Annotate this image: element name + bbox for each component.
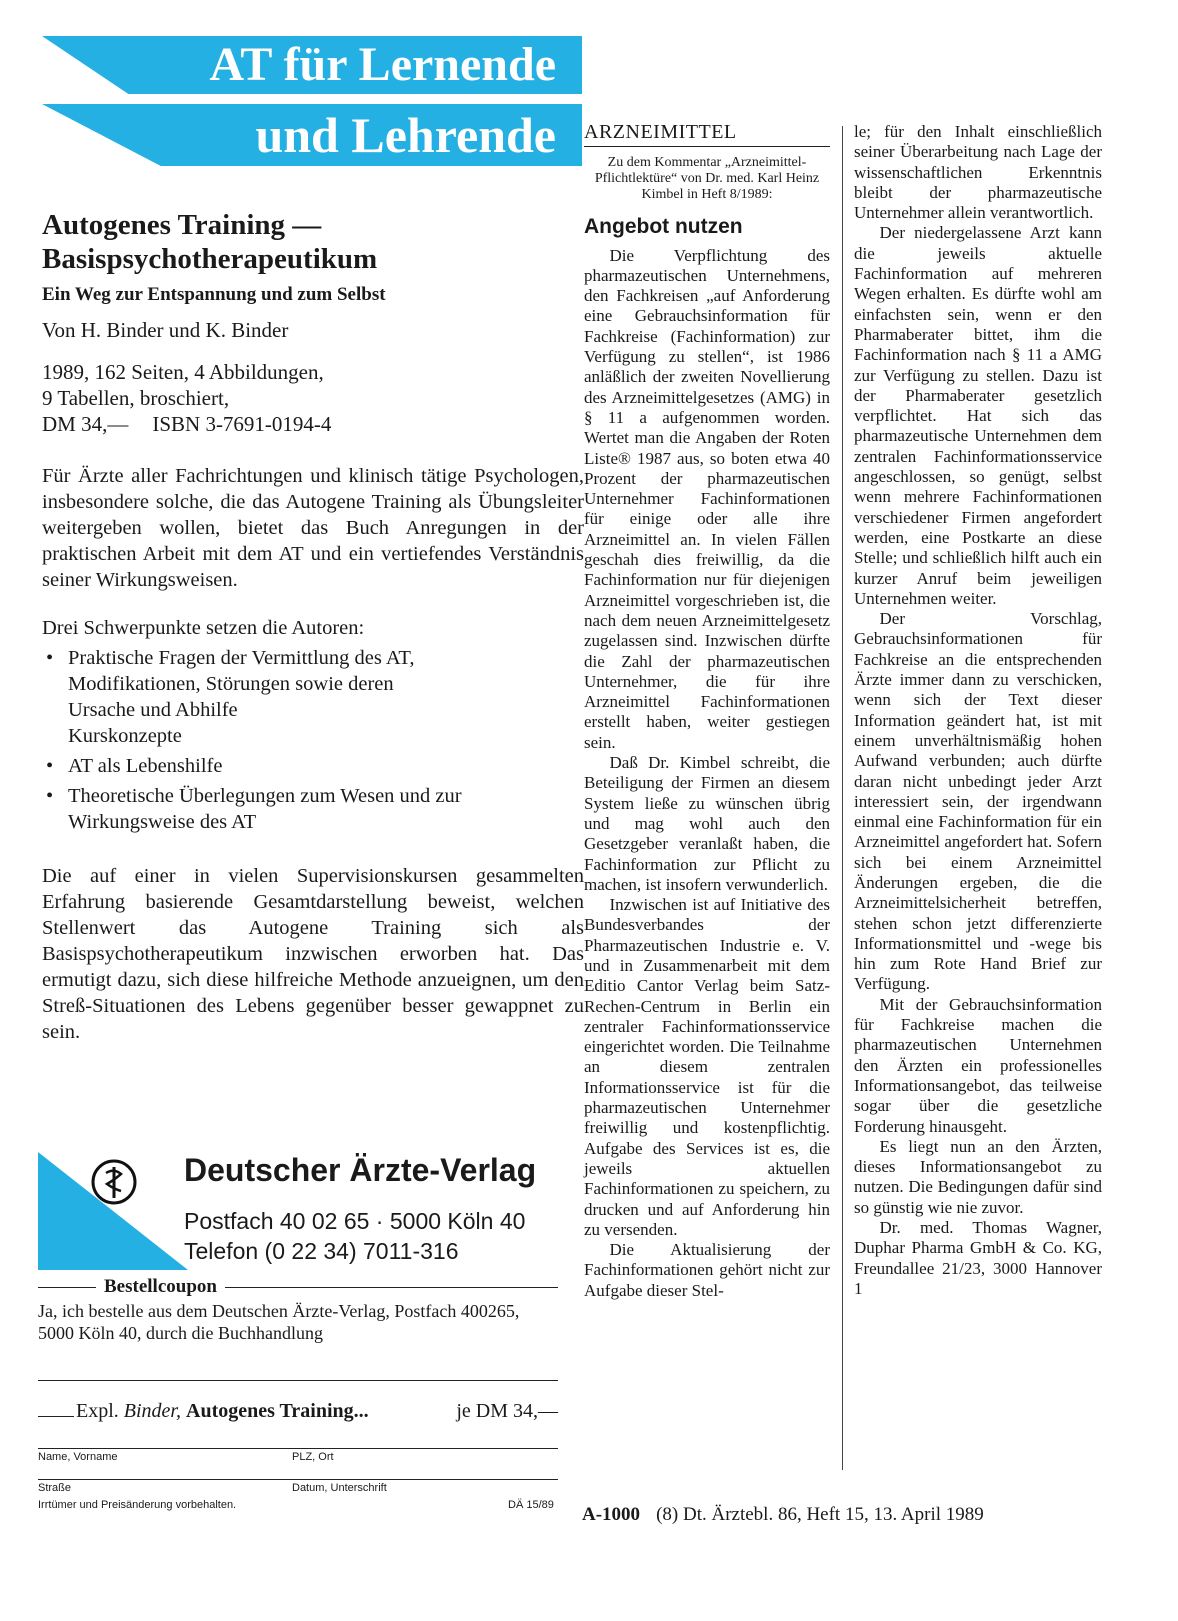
article-paragraph: Die Aktualisierung der Fachinformationen gehört nicht zur Aufgabe dieser Stel- xyxy=(584,1240,830,1300)
focus-item: • Praktische Fragen der Vermittlung des AT, Modifikationen, Störungen sowie deren Ursache und Abhilfe Kurskonzepte xyxy=(42,645,584,749)
focus-item: • AT als Lebenshilfe xyxy=(42,753,584,779)
coupon-title: Bestellcoupon xyxy=(104,1276,217,1297)
name-field[interactable] xyxy=(38,1448,558,1449)
divider xyxy=(38,1380,558,1381)
article-paragraph: Es liegt nun an den Ärzten, dieses Informationsangebot zu nutzen. Die Bedingungen dafür sind so günstig wie nie zuvor. xyxy=(854,1136,1102,1217)
publisher-name: Deutscher Ärzte-Verlag xyxy=(184,1152,537,1188)
order-coupon xyxy=(38,1276,558,1511)
details-line-1: 1989, 162 Seiten, 4 Abbildungen, xyxy=(42,360,324,384)
article-paragraph: Der niedergelassene Arzt kann die jeweils aktuelle Fachinformation auf mehreren Wegen erhalten. Es dürfte wohl am einfachsten sein, wenn er den Pharmaberater bittet, ihm die Fachinformation nach § 11 a AMG zur Verfügung zu stellen. Dazu ist der Pharmaberater gesetzlich verpflichtet. Hat sich das pharmazeutische Unternehmen dem zentralen Fachinformationsservice angeschlossen, so genügt, selbst wenn mehrere Fachinformationen verschiedener Firmen angefordert werden, eine Postkarte an diese Stelle; und schließlich hilft auch ein kurzer Anruf beim jeweiligen Unternehmen weiter. xyxy=(854,223,1102,608)
quantity-field[interactable] xyxy=(38,1416,74,1417)
coupon-header xyxy=(38,1276,558,1298)
disclaimer: Irrtümer und Preisänderung vorbehalten. xyxy=(38,1499,237,1511)
order-line xyxy=(38,1400,558,1423)
focus-item: • Theoretische Überlegungen zum Wesen und zur Wirkungsweise des AT xyxy=(42,783,584,835)
article-paragraph: Inzwischen ist auf Initiative des Bundesverbandes der Pharmazeutischen Industrie e. V. und in Zusammenarbeit mit dem Editio Cantor Verlag beim Satz-Rechen-Centrum in Berlin ein zentraler Fachinformationsservice eingerichtet worden. Die Teilnahme an diesem zentralen Informationsservice ist für die pharmazeutischen Unternehmer freiwillig und kostenpflichtig. Aufgabe des Services ist es, die jeweils aktuellen Fachinformationen zu speichern, zu drucken und auf Anforderung hin zu versenden. xyxy=(584,895,830,1239)
book-authors: Von H. Binder und K. Binder xyxy=(42,318,289,342)
book-details xyxy=(42,359,584,437)
article-paragraph: Die Verpflichtung des pharmazeutischen Unternehmens, den Fachkreisen „auf Anforderung eine Gebrauchsinformation für Fachkreise (Fachinformation) zur Verfügung zu stellen“, ist 1986 anläßlich der zweiten Novellierung des Arzneimittelgesetzes (AMG) in § 11 a aufgenommen worden. Wertet man die Angaben der Roten Liste® 1987 aus, so boten etwa 40 Prozent der pharmazeutischen Unternehmer Fachinformationen für einige oder alle ihre Arzneimittel an. In vielen Fällen geschah dies freiwillig, da die Fachinformation nur für diejenigen Arzneimittel vorgeschrieben ist, die nach dem neuen Arzneimittelgesetz zugelassen sind. Inzwischen dürfte die Zahl der pharmazeutischen Unternehmer, die für ihre Arzneimittel Fachinformationen erstellt haben, weiter gestiegen sein. xyxy=(584,245,830,752)
book-price: DM 34,— xyxy=(42,412,129,436)
order-title: Autogenes Training... xyxy=(186,1400,369,1422)
publisher-phone: Telefon (0 22 34) 7011-316 xyxy=(184,1238,459,1264)
book-description: Für Ärzte aller Fachrichtungen und klinisch tätige Psychologen, insbesondere solche, die das Autogene Training als Übungsleiter weitergeben wollen, bietet das Buch Anregungen in der praktischen Arbeit mit dem AT und ein vertiefendes Verständnis seiner Wirkungsweisen. xyxy=(42,465,584,591)
article-paragraph: Der Vorschlag, Gebrauchsinformationen für Fachkreise an die entsprechenden Ärzte immer dann zu verschicken, wenn sich der Text dieser Information geändert hat, ist mit einem unverhältnismäßig hohen Aufwand verbunden; auch dürfte daran nicht unbedingt jeder Arzt interessiert sein, der irgendwann einmal eine Fachinformation für ein Arzneimittel angefordert hat. Sofern sich bei einem Arzneimittel Änderungen ergeben, die die Arzneimittelsicherheit betreffen, stehen schon jetzt differenzierte Informationsmittel und -wege bis hin zum Rote Hand Brief zur Verfügung. xyxy=(854,609,1102,994)
focus-list xyxy=(42,645,584,835)
book-title: Autogenes Training — Basispsychotherapeutikum xyxy=(42,209,378,275)
caduceus-circle-icon xyxy=(90,1158,138,1206)
page-number: A-1000 xyxy=(582,1504,641,1525)
book-summary: Die auf einer in vielen Supervisionskursen gesammelten Erfahrung basierende Gesamtdarstellung beweist, welchen Stellenwert das Autogene Training sich als Basispsychotherapeutikum inzwischen erworben hat. Das ermutigt dazu, sich diese hilfreiche Methode anzueignen, um den Streß-Situationen des Lebens gegenüber besser gewappnet zu sein. xyxy=(42,865,584,1043)
order-price: je DM 34,— xyxy=(456,1400,558,1422)
article-signature: Dr. med. Thomas Wagner, Duphar Pharma GmbH & Co. KG, Freundallee 21/23, 3000 Hannover 1 xyxy=(854,1218,1102,1298)
street-field[interactable] xyxy=(38,1479,558,1480)
book-isbn: ISBN 3-7691-0194-4 xyxy=(152,412,332,436)
focus-intro: Drei Schwerpunkte setzen die Autoren: xyxy=(42,617,365,639)
date-label: Datum, Unterschrift xyxy=(292,1482,387,1494)
article-column-2 xyxy=(854,122,1102,1299)
publisher-block xyxy=(38,1152,578,1270)
banner-line-2 xyxy=(42,104,582,166)
name-label: Name, Vorname xyxy=(38,1451,118,1463)
banner-text-2: und Lehrende xyxy=(255,107,556,163)
coupon-code: DÄ 15/89 xyxy=(508,1499,554,1511)
column-divider xyxy=(842,126,843,1470)
coupon-text: Ja, ich bestelle aus dem Deutschen Ärzte-Verlag, Postfach 400265, 5000 Köln 40, durch die Buchhandlung xyxy=(38,1301,520,1343)
details-line-2: 9 Tabellen, broschiert, xyxy=(42,386,230,410)
page-footer xyxy=(582,1504,984,1526)
section-label: ARZNEIMITTEL xyxy=(584,121,737,143)
plz-label: PLZ, Ort xyxy=(292,1451,334,1463)
publisher-contact xyxy=(184,1206,525,1266)
article-headline: Angebot nutzen xyxy=(584,215,743,239)
article-intro: Zu dem Kommentar „Arzneimittel-Pflichtlektüre“ von Dr. med. Karl Heinz Kimbel in Heft 8/1989: xyxy=(594,155,820,203)
article-paragraph: le; für den Inhalt einschließlich seiner Überarbeitung nach Lage der wissenschaftlichen Erkenntnis bleibt der pharmazeutische Unternehmer allein verantwortlich. xyxy=(854,122,1102,223)
article-paragraph: Daß Dr. Kimbel schreibt, die Beteiligung der Firmen an diesem System ließe zu wünschen übrig und mag wohl auch den Gesetzgeber veranlaßt haben, die Fachinformation zur Pflicht zu machen, ist insofern verwunderlich. xyxy=(584,753,830,894)
banner-text-1: AT für Lernende xyxy=(209,38,556,91)
publisher-address: Postfach 40 02 65 · 5000 Köln 40 xyxy=(184,1208,526,1234)
article-column-1 xyxy=(584,122,830,1301)
journal-citation: (8) Dt. Ärztebl. 86, Heft 15, 13. April 1989 xyxy=(656,1504,984,1525)
book-advertisement xyxy=(42,208,584,1045)
article-paragraph: Mit der Gebrauchsinformation für Fachkreise machen die pharmazeutischen Unternehmen den Ärzten ein professionelles Informationsangebot, das teilweise sogar über die gesetzliche Forderung hinausgeht. xyxy=(854,994,1102,1136)
street-label: Straße xyxy=(38,1482,72,1494)
book-subtitle: Ein Weg zur Entspannung und zum Selbst xyxy=(42,284,386,305)
order-author: Binder, xyxy=(123,1400,181,1422)
order-prefix: Expl. xyxy=(76,1400,119,1422)
banner-line-1 xyxy=(42,36,582,94)
